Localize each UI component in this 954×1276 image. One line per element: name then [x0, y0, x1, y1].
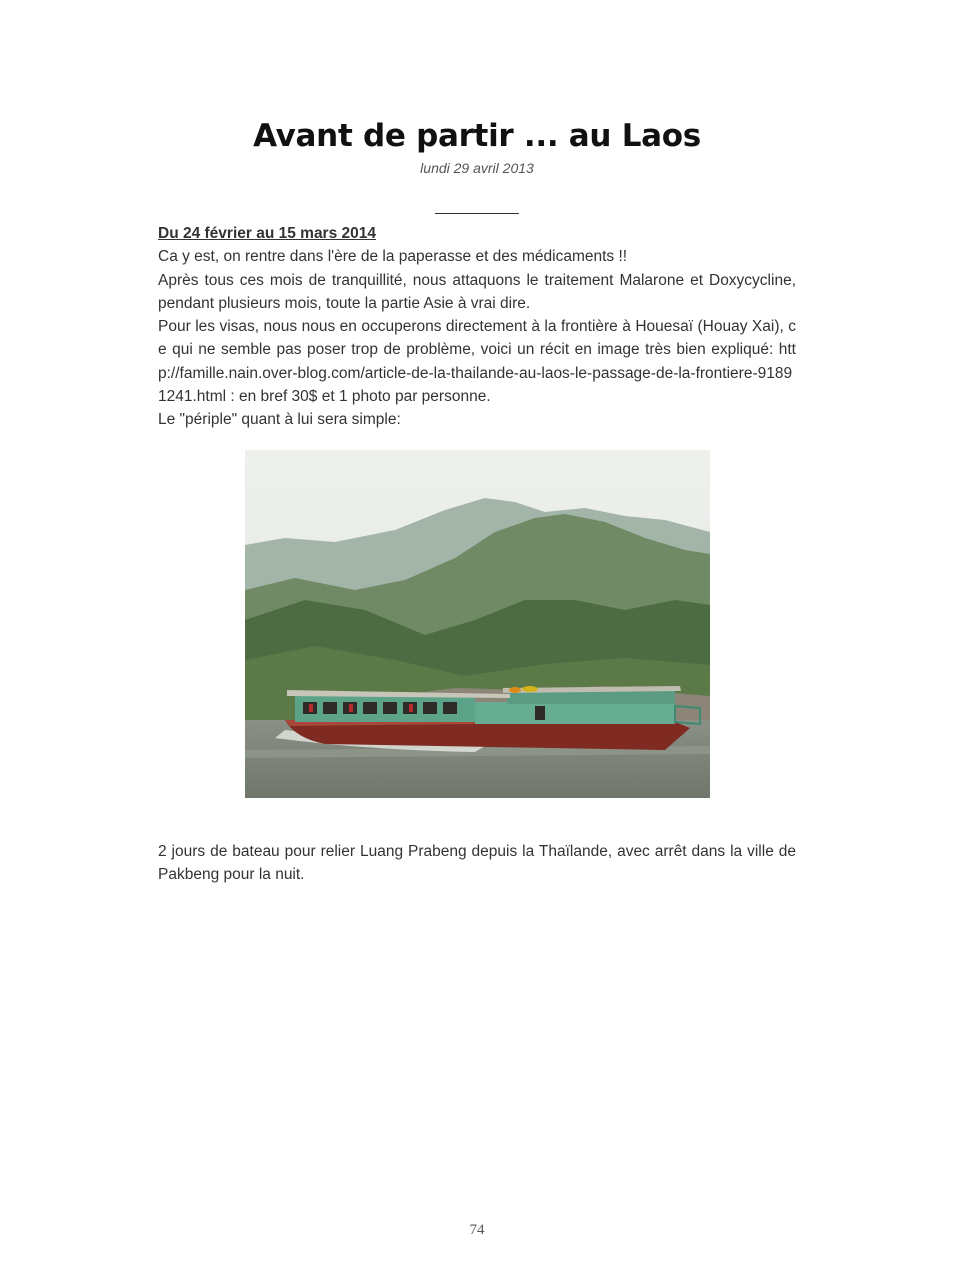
article-title: Avant de partir ... au Laos: [253, 118, 701, 154]
page-number: 74: [469, 1222, 485, 1238]
separator-line: __________: [435, 198, 519, 215]
paragraph-2: Après tous ces mois de tranquillité, nous attaquons le traitement Malarone et Doxycycline, pendant plusieurs mois, toute la partie Asie à vrai dire.: [158, 271, 796, 312]
section-subheading: Du 24 février au 15 mars 2014: [158, 225, 376, 242]
article-date: lundi 29 avril 2013: [420, 160, 534, 176]
photo-caption: 2 jours de bateau pour relier Luang Prabeng depuis la Thaïlande, avec arrêt dans la ville de Pakbeng pour la nuit.: [158, 843, 796, 884]
river-boat-photo: [245, 450, 710, 798]
paragraph-4: Le "périple" quant à lui sera simple:: [158, 411, 401, 429]
article-body: [158, 222, 796, 432]
paragraph-1: Ca y est, on rentre dans l'ère de la paperasse et des médicaments !!: [158, 248, 628, 266]
paragraph-3: Pour les visas, nous nous en occuperons directement à la frontière à Houesaï (Houay Xai), ce qui ne semble pas poser trop de problème, voici un récit en image très bien expliqué: http://famille.nain.over-blog.com/article-de-la-thailande-au-laos-le-passage-de-la-frontiere-91891241.html : en bref 30$ et 1 photo par personne.: [158, 318, 796, 406]
